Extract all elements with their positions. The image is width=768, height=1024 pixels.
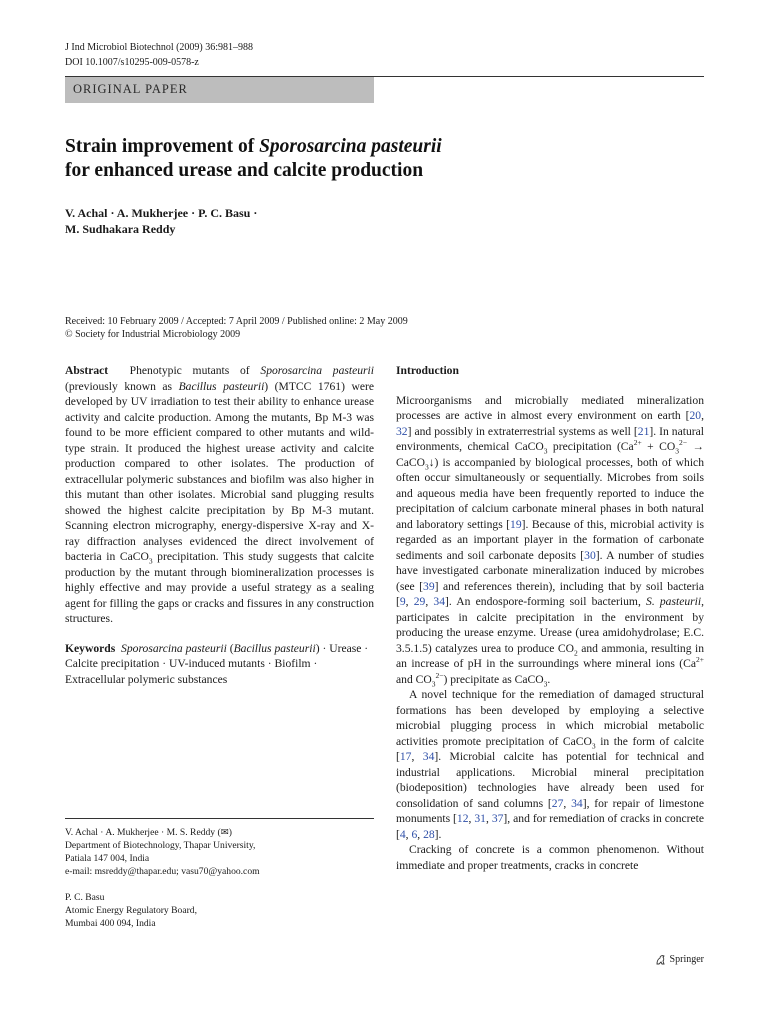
- abstract-species: Bacillus pasteurii: [178, 379, 265, 393]
- affiliation-city: Mumbai 400 094, India: [65, 918, 156, 929]
- superscript: 2−: [435, 670, 444, 680]
- section-heading-introduction: Introduction: [396, 364, 459, 377]
- subscript: 2: [574, 647, 578, 657]
- intro-text: ].: [434, 827, 442, 841]
- intro-text: ,: [563, 796, 572, 810]
- authors-line-2: M. Sudhakara Reddy: [65, 222, 176, 236]
- citation-link[interactable]: 34: [433, 595, 446, 608]
- citation-link[interactable]: 4: [399, 827, 406, 841]
- intro-text: ], for repair of limestone monuments [: [396, 796, 705, 825]
- abstract-text: (previously known as: [65, 379, 179, 393]
- subscript: 3: [543, 446, 548, 456]
- intro-text: and CO: [396, 672, 432, 686]
- abstract-label: Abstract: [65, 364, 109, 377]
- intro-text: ,: [405, 827, 412, 841]
- keyword-species: Sporosarcina pasteurii: [121, 641, 227, 655]
- intro-paragraph-2: [396, 687, 704, 842]
- subscript: 3: [543, 678, 548, 688]
- intro-text: ]. In natural environments, chemical CaCO: [396, 424, 704, 453]
- intro-text: , participates in calcite precipitation in the environment by producing the urease enzyme. Urease (urea amidohydrolase; E.C. 3.5.1.5) catalyzes urea to produce CO: [396, 595, 705, 655]
- superscript: 2−: [678, 438, 687, 448]
- citation-link[interactable]: 37: [491, 812, 504, 825]
- affiliation-dept: Atomic Energy Regulatory Board,: [65, 905, 197, 916]
- citation-link[interactable]: 31: [474, 812, 486, 825]
- intro-text: ,: [485, 812, 492, 825]
- title-line-2: for enhanced urease and calcite production: [65, 160, 424, 181]
- affiliation-dept: Department of Biotechnology, Thapar University,: [65, 840, 256, 851]
- author-list: [65, 205, 257, 237]
- affiliation-authors: P. C. Basu: [65, 892, 105, 903]
- citation-link[interactable]: 21: [637, 424, 650, 438]
- abstract-text: ) (MTCC 1761) were developed by UV irradiation to test their ability to enhance urease activity and calcite production. Among the mutants, Bp M-3 was found to be more efficient compared to other mutants and wild-type strain. It produced the highest urease activity and calcite production compared to other isolates. The production of extracellular polymeric substances and biofilm was also higher in this mutant than other isolates. Microbial sand plugging results showed the highest calcite precipitation by Bp M-3 mutant. Scanning electron micrography, energy-dispersive X-ray and X-ray diffraction analyses evidenced the direct involvement of bacteria in CaCO: [65, 379, 374, 563]
- affiliation-city: Patiala 147 004, India: [65, 853, 150, 864]
- affiliation-2: [65, 891, 197, 930]
- intro-text: + CO: [641, 440, 676, 453]
- intro-text: A novel technique for the remediation of damaged structural formations has been developed by employing a selective microbial plugging process in which microbial metabolic activities promote precipitation of CaCO: [396, 688, 704, 748]
- citation-link[interactable]: 6: [411, 827, 418, 841]
- intro-text: ]. Because of this, microbial activity is regarded as an important player in the formation of carbonate sediments and soil carbonate deposits [: [396, 517, 704, 562]
- springer-horse-icon: [655, 954, 667, 966]
- intro-text: ] and references therein), including that by soil bacteria [: [396, 579, 704, 608]
- intro-text: ,: [411, 750, 423, 763]
- citation-link[interactable]: 34: [422, 750, 435, 763]
- abstract-species: Sporosarcina pasteurii: [260, 364, 374, 377]
- intro-text: .: [547, 672, 551, 686]
- title-species: Sporosarcina pasteurii: [259, 136, 442, 157]
- intro-text: precipitation (Ca: [547, 440, 634, 453]
- superscript: 2+: [633, 438, 642, 448]
- citation-link[interactable]: 39: [423, 579, 435, 593]
- article-history: [65, 315, 408, 341]
- intro-text: ,: [425, 595, 434, 608]
- citation-link[interactable]: 17: [399, 750, 412, 763]
- keywords-text: ) · Urease · Calcite precipitation · UV-induced mutants · Biofilm · Extracellular polymeric substances: [65, 641, 369, 686]
- history-dates: Received: 10 February 2009 / Accepted: 7 April 2009 / Published online: 2 May 2009: [65, 316, 408, 327]
- intro-text: and ammonia, resulting in an increase of pH in the surroundings where mineral ions (Ca: [396, 641, 704, 670]
- publisher-name: Springer: [669, 954, 704, 965]
- subscript: 3: [424, 461, 429, 471]
- citation-link[interactable]: 9: [399, 595, 406, 608]
- abstract: [65, 363, 374, 627]
- keywords-text: (: [226, 641, 234, 655]
- citation-link[interactable]: 30: [584, 548, 596, 562]
- intro-species: S. pasteurii: [646, 595, 702, 608]
- intro-text: in the form of calcite [: [396, 734, 704, 763]
- journal-citation: J Ind Microbiol Biotechnol (2009) 36:981–988: [65, 42, 254, 53]
- intro-text: ,: [468, 812, 475, 825]
- publisher-logo: [655, 953, 704, 966]
- citation-link[interactable]: 28: [423, 827, 435, 841]
- intro-text: Microorganisms and microbially mediated mineralization processes are active in almost every environment on earth [: [396, 393, 704, 422]
- left-column: [65, 363, 374, 687]
- intro-text: ], and for remediation of cracks in concrete [: [396, 812, 705, 841]
- citation-link[interactable]: 12: [456, 812, 469, 825]
- keyword-species: Bacillus pasteurii: [233, 641, 316, 655]
- title-line-1: [65, 135, 665, 159]
- title-text: Strain improvement of: [65, 136, 260, 157]
- intro-text: ]. Microbial calcite has potential for technical and industrial applications. Microbial mineral precipitation (biodeposition) technologies have already been used for consolidation of sand columns [: [396, 750, 704, 810]
- intro-paragraph-1: [396, 393, 704, 688]
- citation-link[interactable]: 34: [571, 796, 583, 810]
- citation-link[interactable]: 20: [689, 409, 702, 422]
- subscript: 3: [591, 740, 596, 750]
- keywords-label: Keywords: [65, 641, 116, 655]
- affiliation-authors: V. Achal · A. Mukherjee · M. S. Reddy (✉): [65, 827, 232, 838]
- subscript: 3: [148, 556, 153, 566]
- intro-text: ]. An endospore-forming soil bacterium,: [445, 595, 647, 608]
- intro-text: → CaCO: [396, 440, 704, 469]
- section-tag: ORIGINAL PAPER: [65, 77, 374, 103]
- affiliation-email[interactable]: e-mail: msreddy@thapar.edu; vasu70@yahoo.com: [65, 866, 260, 877]
- authors-line-1: V. Achal · A. Mukherjee · P. C. Basu ·: [65, 206, 258, 220]
- intro-paragraph-3: Cracking of concrete is a common phenomenon. Without immediate and proper treatments, cracks in concrete: [396, 843, 704, 872]
- subscript: 3: [675, 446, 679, 456]
- intro-text: ,: [701, 409, 704, 422]
- superscript: 2+: [696, 655, 704, 665]
- intro-text: ↓) is accompanied by biological processes, both of which often occur simultaneously or sequentially. Microbes from soils and aqueous media have been frequently reported to induce the precipitation of calcium carbonate mineral phases in both natural and laboratory settings [: [396, 455, 704, 531]
- copyright: © Society for Industrial Microbiology 2009: [65, 329, 241, 340]
- intro-text: ]. A number of studies have investigated carbonate mineralization induced by microbes (see [: [396, 548, 704, 593]
- intro-text: ,: [405, 595, 414, 608]
- subscript: 3: [431, 678, 436, 688]
- right-column: [396, 363, 704, 873]
- abstract-text: precipitation. This study suggests that calcite production by the mutant through biomineralization processes is highly effective and may provide a useful strategy as a sealing agent for filling the gaps or cracks and fissures in any construction structures.: [65, 550, 374, 625]
- intro-text: ,: [417, 827, 424, 841]
- affiliation-rule: [65, 818, 374, 819]
- article-title: [65, 135, 665, 183]
- affiliation-1: [65, 826, 260, 878]
- citation-link[interactable]: 29: [413, 595, 426, 608]
- citation-link[interactable]: 19: [510, 517, 522, 531]
- abstract-text: Phenotypic mutants of: [129, 364, 261, 377]
- intro-text: ) precipitate as CaCO: [443, 672, 544, 686]
- citation-link[interactable]: 32: [396, 424, 408, 438]
- citation-link[interactable]: 27: [551, 796, 564, 810]
- doi[interactable]: DOI 10.1007/s10295-009-0578-z: [65, 57, 199, 68]
- intro-text: ] and possibly in extraterrestrial systems as well [: [407, 424, 638, 438]
- keywords: [65, 641, 374, 688]
